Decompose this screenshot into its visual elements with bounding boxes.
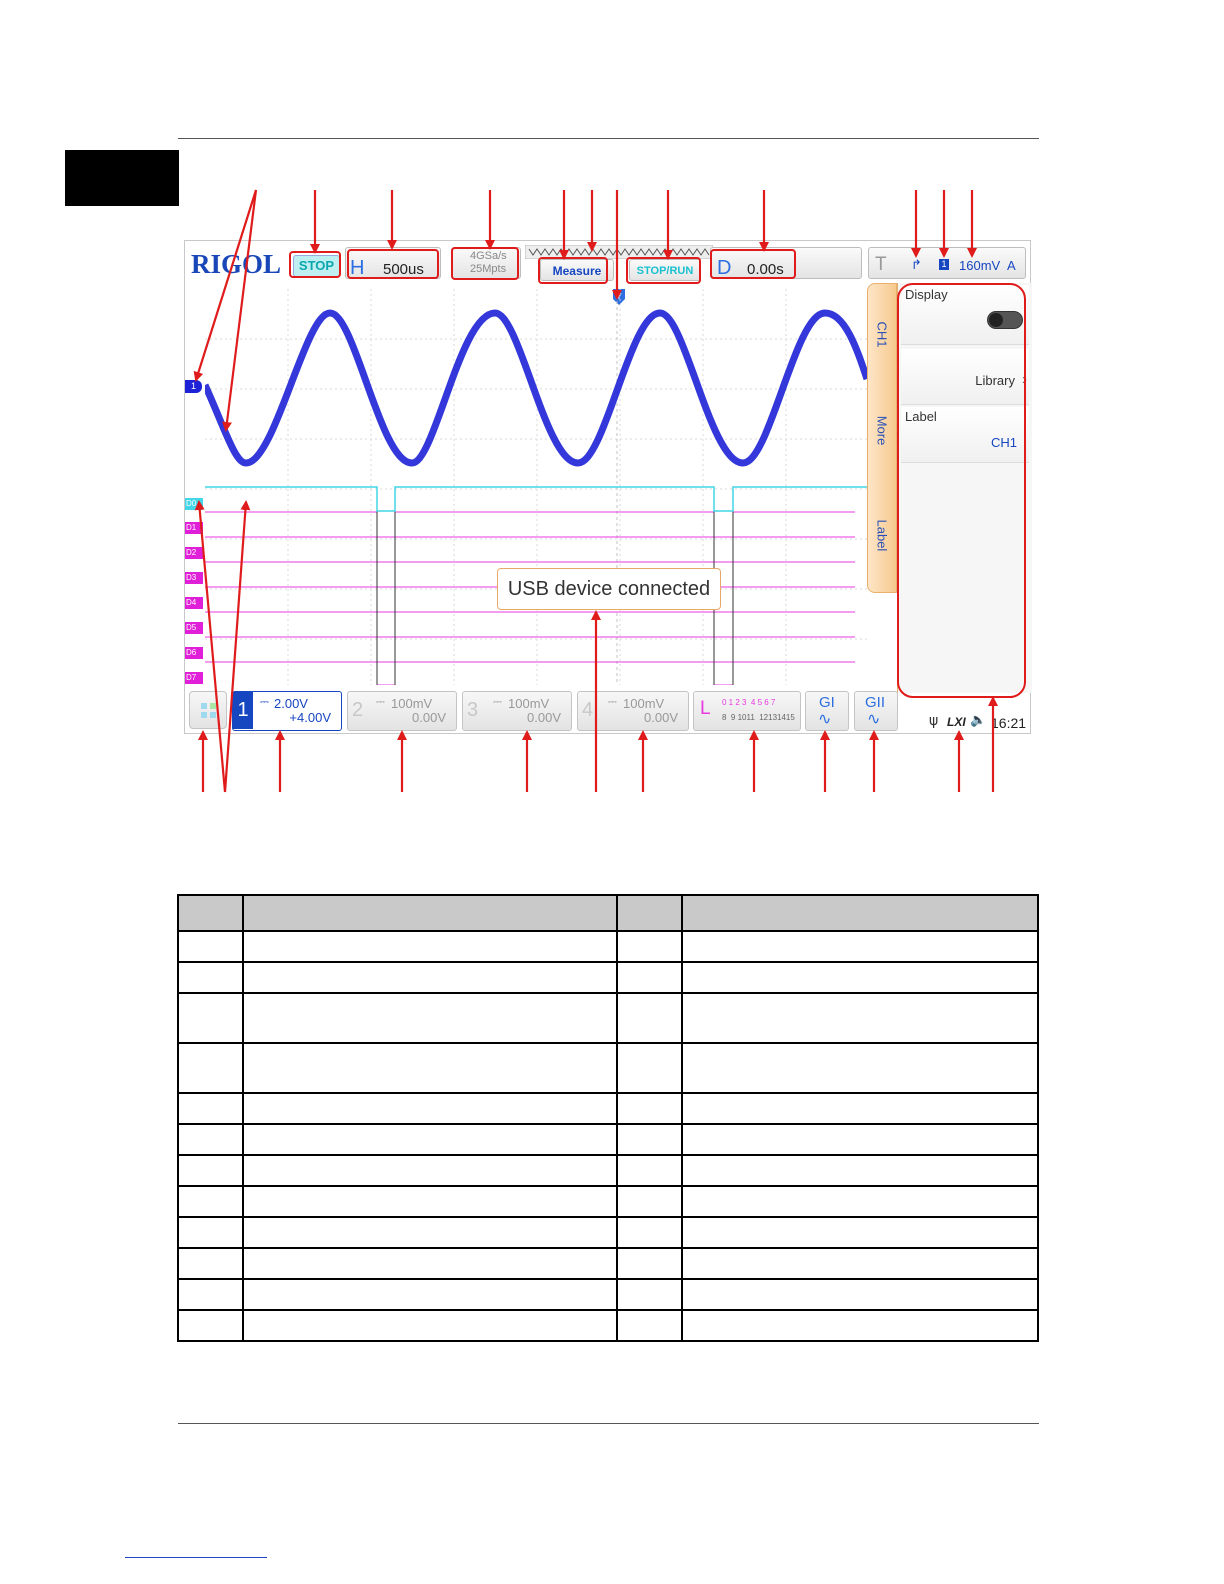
trigger-source: 1 (939, 259, 949, 270)
tab-ch1[interactable]: CH1 (874, 321, 890, 348)
logic-letter: L (700, 698, 711, 719)
speaker-icon[interactable]: 🔈 (970, 713, 987, 728)
digital-label-d1[interactable]: D1 (185, 522, 203, 534)
table-row (178, 1155, 1038, 1186)
memory-depth: 25Mpts (470, 263, 507, 275)
footer-rule (178, 1423, 1039, 1424)
stop-run-button[interactable]: STOP/RUN (629, 259, 701, 281)
ch4-number: 4 (582, 699, 594, 721)
table-row (178, 1310, 1038, 1341)
table-row (178, 993, 1038, 1043)
usb-notification: USB device connected (497, 568, 721, 610)
svg-text:T: T (616, 292, 622, 301)
sine-wave-icon: ∿ (818, 709, 832, 728)
label-value: CH1 (990, 435, 1017, 450)
dc-coupling-icon: ⎓ (376, 695, 385, 708)
table-row (178, 931, 1038, 962)
ch3-scale: 100mV (508, 696, 550, 711)
ch1-offset: +4.00V (289, 710, 331, 725)
measure-button[interactable]: Measure (540, 259, 614, 281)
rising-edge-icon: ↱ (911, 257, 922, 272)
chevron-right-icon: › (1022, 371, 1027, 388)
run-status-badge[interactable]: STOP (293, 255, 340, 277)
gen2-label: GII (865, 694, 886, 711)
digital-label-d3[interactable]: D3 (185, 572, 203, 584)
dc-coupling-icon: ⎓ (608, 695, 617, 708)
brand-logo: RIGOL (191, 249, 282, 279)
digital-label-d0[interactable]: D0 (185, 498, 203, 510)
timebase-letter: H (350, 257, 365, 279)
trigger-letter: T (875, 254, 887, 275)
digital-label-d2[interactable]: D2 (185, 547, 203, 559)
dc-coupling-icon: ⎓ (493, 695, 502, 708)
legend-table (177, 894, 1039, 1342)
ch2-number: 2 (352, 699, 364, 721)
sample-rate: 4GSa/s (470, 250, 507, 262)
ch1-number: 1 (233, 692, 253, 729)
table-row (178, 1248, 1038, 1279)
dc-coupling-icon: ⎓ (260, 695, 269, 708)
sine-wave-icon: ∿ (867, 709, 881, 728)
ch1-position-marker[interactable]: 1 (185, 380, 202, 393)
ch2-offset: 0.00V (412, 710, 446, 725)
ch3-number: 3 (467, 699, 479, 721)
ch3-offset: 0.00V (527, 710, 561, 725)
table-row (178, 1186, 1038, 1217)
table-row (178, 1217, 1038, 1248)
ch1-scale: 2.00V (274, 696, 308, 711)
logic-channels-row2: 8 9 1011 12131415 (722, 713, 795, 722)
delay-letter: D (717, 257, 732, 279)
gen1-label: GI (819, 694, 835, 711)
usb-icon: ψ (929, 713, 939, 729)
ch4-scale: 100mV (623, 696, 665, 711)
table-row (178, 1093, 1038, 1124)
delay-value: 0.00s (747, 261, 784, 278)
table-row (178, 1124, 1038, 1155)
digital-label-d5[interactable]: D5 (185, 622, 203, 634)
display-label: Display (905, 287, 948, 302)
label-title: Label (905, 409, 937, 424)
digital-label-d4[interactable]: D4 (185, 597, 203, 609)
tab-more[interactable]: More (874, 415, 890, 446)
tab-label[interactable]: Label (874, 519, 890, 552)
digital-label-d6[interactable]: D6 (185, 647, 203, 659)
lxi-icon: LXI (947, 715, 966, 729)
ch4-offset: 0.00V (644, 710, 678, 725)
table-header-row (178, 895, 1038, 931)
library-label: Library (975, 373, 1015, 388)
table-row (178, 1279, 1038, 1310)
table-row (178, 962, 1038, 993)
trigger-mode: A (1007, 258, 1016, 273)
table-row (178, 1043, 1038, 1093)
logic-channels-row1: 0 1 2 3 4 5 6 7 (722, 698, 776, 707)
footer-link-underline[interactable] (125, 1557, 267, 1558)
digital-label-d7[interactable]: D7 (185, 672, 203, 684)
timebase-value: 500us (383, 261, 424, 278)
clock-time: 16:21 (991, 715, 1027, 731)
trigger-level: 160mV (959, 258, 1001, 273)
ch2-scale: 100mV (391, 696, 433, 711)
